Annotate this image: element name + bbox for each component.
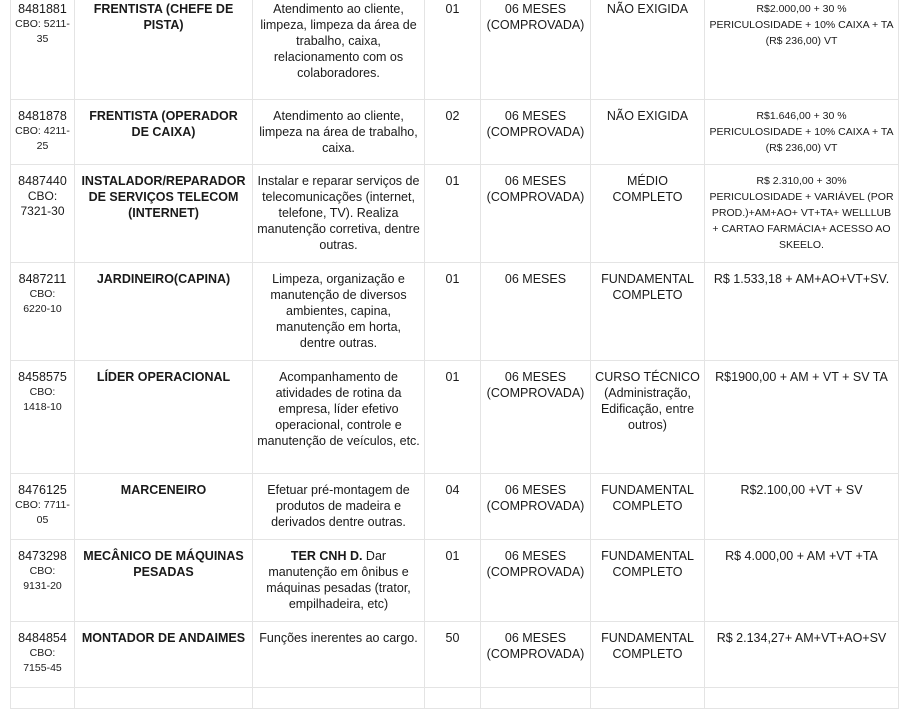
experience-requirement: 06 MESES (COMPROVADA) xyxy=(481,0,591,100)
table-cell-cut xyxy=(705,688,899,709)
vacancy-quantity: 01 xyxy=(425,0,481,100)
vacancy-code: 8481878 xyxy=(18,109,67,123)
vacancy-code-cell xyxy=(11,361,75,474)
vacancy-code-cell xyxy=(11,263,75,361)
salary-benefits: R$1900,00 + AM + VT + SV TA xyxy=(705,361,899,474)
table-row-partial xyxy=(11,688,899,709)
vacancy-quantity: 01 xyxy=(425,165,481,263)
cbo-code: CBO: 6220-10 xyxy=(23,288,62,315)
experience-requirement: 06 MESES (COMPROVADA) xyxy=(481,622,591,688)
cbo-code: CBO: 9131-20 xyxy=(23,565,62,592)
job-title: LÍDER OPERACIONAL xyxy=(75,361,253,474)
job-title: MECÂNICO DE MÁQUINAS PESADAS xyxy=(75,540,253,622)
vacancy-code: 8476125 xyxy=(18,483,67,497)
job-title: MONTADOR DE ANDAIMES xyxy=(75,622,253,688)
education-requirement: MÉDIO COMPLETO xyxy=(591,165,705,263)
job-title: INSTALADOR/REPARADOR DE SERVIÇOS TELECOM (INTERNET) xyxy=(75,165,253,263)
table-cell-cut xyxy=(591,688,705,709)
vacancy-code: 8487440 xyxy=(18,174,67,188)
table-row xyxy=(11,0,899,100)
vacancy-quantity: 04 xyxy=(425,474,481,540)
vacancy-quantity: 50 xyxy=(425,622,481,688)
education-requirement: CURSO TÉCNICO (Administração, Edificação, entre outros) xyxy=(591,361,705,474)
vacancy-quantity: 01 xyxy=(425,263,481,361)
vacancy-code-cell xyxy=(11,100,75,165)
vacancy-code: 8458575 xyxy=(18,370,67,384)
table-row xyxy=(11,540,899,622)
table-row xyxy=(11,263,899,361)
education-requirement: NÃO EXIGIDA xyxy=(591,100,705,165)
cbo-code: CBO: 7711-05 xyxy=(15,499,70,526)
vacancy-quantity: 01 xyxy=(425,361,481,474)
job-description-cell xyxy=(253,540,425,622)
job-description: Atendimento ao cliente, limpeza, limpeza da área de trabalho, caixa, relacionamento com os colaboradores. xyxy=(253,0,425,100)
table-cell-cut xyxy=(425,688,481,709)
vacancy-code: 8481881 xyxy=(18,2,67,16)
vacancy-quantity: 02 xyxy=(425,100,481,165)
salary-benefits: R$ 4.000,00 + AM +VT +TA xyxy=(705,540,899,622)
education-requirement: FUNDAMENTAL COMPLETO xyxy=(591,540,705,622)
vacancy-code-cell xyxy=(11,474,75,540)
table-row xyxy=(11,361,899,474)
vacancy-code-cell xyxy=(11,0,75,100)
vacancy-quantity: 01 xyxy=(425,540,481,622)
vacancy-code: 8484854 xyxy=(18,631,67,645)
job-description: Instalar e reparar serviços de telecomunicações (internet, telefone, TV). Realiza manutenção corretiva, dentre outras. xyxy=(253,165,425,263)
table-row xyxy=(11,474,899,540)
experience-requirement: 06 MESES (COMPROVADA) xyxy=(481,100,591,165)
table-cell-cut xyxy=(253,688,425,709)
education-requirement: FUNDAMENTAL COMPLETO xyxy=(591,263,705,361)
experience-requirement: 06 MESES (COMPROVADA) xyxy=(481,540,591,622)
cbo-code: CBO: 7321-30 xyxy=(20,189,65,218)
salary-benefits: R$2.100,00 +VT + SV xyxy=(705,474,899,540)
cnh-requirement: TER CNH D. xyxy=(290,549,363,563)
job-title: MARCENEIRO xyxy=(75,474,253,540)
cbo-code: CBO: 1418-10 xyxy=(23,386,62,413)
job-description: Funções inerentes ao cargo. xyxy=(253,622,425,688)
vacancy-code: 8473298 xyxy=(18,549,67,563)
job-title: FRENTISTA (CHEFE DE PISTA) xyxy=(75,0,253,100)
experience-requirement: 06 MESES (COMPROVADA) xyxy=(481,165,591,263)
salary-benefits: R$ 1.533,18 + AM+AO+VT+SV. xyxy=(705,263,899,361)
job-description: Efetuar pré-montagem de produtos de madeira e derivados dentre outras. xyxy=(253,474,425,540)
job-title: FRENTISTA (OPERADOR DE CAIXA) xyxy=(75,100,253,165)
vacancy-code-cell xyxy=(11,622,75,688)
table-row xyxy=(11,165,899,263)
job-description: Dar manutenção em ônibus e máquinas pesadas (trator, empilhadeira, etc) xyxy=(266,549,411,611)
job-title: JARDINEIRO(CAPINA) xyxy=(75,263,253,361)
experience-requirement: 06 MESES xyxy=(481,263,591,361)
experience-requirement: 06 MESES (COMPROVADA) xyxy=(481,474,591,540)
cbo-code: CBO: 4211-25 xyxy=(15,125,70,152)
job-vacancies-table xyxy=(10,0,899,709)
job-description: Limpeza, organização e manutenção de diversos ambientes, capina, manutenção em horta, dentre outras. xyxy=(253,263,425,361)
education-requirement: FUNDAMENTAL COMPLETO xyxy=(591,474,705,540)
education-requirement: NÃO EXIGIDA xyxy=(591,0,705,100)
experience-requirement: 06 MESES (COMPROVADA) xyxy=(481,361,591,474)
table-cell-cut xyxy=(481,688,591,709)
cbo-code: CBO: 5211-35 xyxy=(15,18,70,45)
job-description: Atendimento ao cliente, limpeza na área de trabalho, caixa. xyxy=(253,100,425,165)
salary-benefits: R$ 2.310,00 + 30% PERICULOSIDADE + VARIÁVEL (POR PROD.)+AM+AO+ VT+TA+ WELLLUB + CARTAO FARMÁCIA+ ACESSO AO SKEELO. xyxy=(705,165,899,263)
vacancy-code-cell xyxy=(11,540,75,622)
cbo-code: CBO: 7155-45 xyxy=(23,647,62,674)
table-cell-cut xyxy=(75,688,253,709)
vacancy-code-cell xyxy=(11,165,75,263)
salary-benefits: R$2.000,00 + 30 % PERICULOSIDADE + 10% CAIXA + TA (R$ 236,00) VT xyxy=(705,0,899,100)
table-cell-cut xyxy=(11,688,75,709)
table-row xyxy=(11,100,899,165)
salary-benefits: R$ 2.134,27+ AM+VT+AO+SV xyxy=(705,622,899,688)
salary-benefits: R$1.646,00 + 30 % PERICULOSIDADE + 10% CAIXA + TA (R$ 236,00) VT xyxy=(705,100,899,165)
vacancy-code: 8487211 xyxy=(18,272,67,286)
table-row xyxy=(11,622,899,688)
job-description: Acompanhamento de atividades de rotina da empresa, líder efetivo operacional, controle e manutenção de veículos, etc. xyxy=(253,361,425,474)
education-requirement: FUNDAMENTAL COMPLETO xyxy=(591,622,705,688)
